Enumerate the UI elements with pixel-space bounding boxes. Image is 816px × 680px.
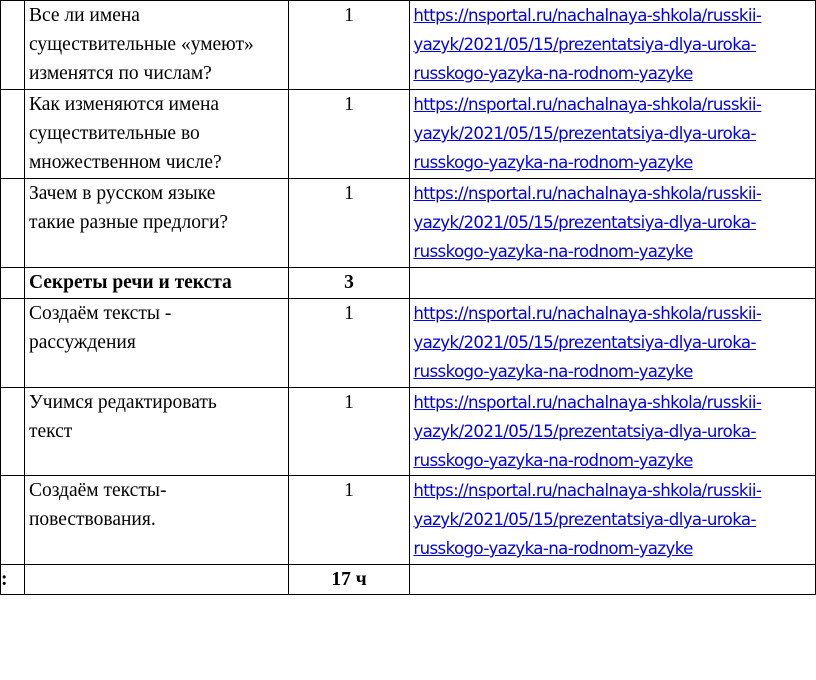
hours-cell: 1 [288, 388, 410, 476]
hours-cell: 1 [288, 90, 410, 179]
hours-cell: 1 [288, 179, 410, 268]
total-hours: 17 ч [288, 565, 410, 595]
section-title: Секреты речи и текста [24, 268, 288, 299]
number-cell [1, 388, 25, 476]
table-row [1, 299, 816, 388]
number-cell [1, 179, 25, 268]
number-cell [1, 90, 25, 179]
number-cell [1, 268, 25, 299]
resource-link[interactable]: https://nsportal.ru/nachalnaya-shkola/russkii- yazyk/2021/05/15/prezentatsiya-dlya-uroka- russkogo-yazyka-na-rodnom-yazyke [410, 179, 816, 268]
empty-cell [24, 565, 288, 595]
hours-cell: 1 [288, 299, 410, 388]
section-hours: 3 [288, 268, 410, 299]
topic-cell: Создаём тексты - рассуждения [24, 299, 288, 388]
table-row [1, 476, 816, 565]
topic-cell: Создаём тексты- повествования. [24, 476, 288, 565]
total-row [1, 565, 816, 595]
number-cell [1, 299, 25, 388]
hours-cell: 1 [288, 476, 410, 565]
resource-link[interactable]: https://nsportal.ru/nachalnaya-shkola/russkii- yazyk/2021/05/15/prezentatsiya-dlya-uroka- russkogo-yazyka-na-rodnom-yazyke [410, 90, 816, 179]
resource-link[interactable]: https://nsportal.ru/nachalnaya-shkola/russkii- yazyk/2021/05/15/prezentatsiya-dlya-uroka- russkogo-yazyka-na-rodnom-yazyke [410, 476, 816, 565]
empty-link-cell [410, 268, 816, 299]
table-row [1, 179, 816, 268]
resource-link[interactable]: https://nsportal.ru/nachalnaya-shkola/russkii- yazyk/2021/05/15/prezentatsiya-dlya-uroka- russkogo-yazyka-na-rodnom-yazyke [410, 299, 816, 388]
section-row [1, 268, 816, 299]
table-row [1, 1, 816, 90]
topic-cell: Как изменяются имена существительные во множественном числе? [24, 90, 288, 179]
resource-link[interactable]: https://nsportal.ru/nachalnaya-shkola/russkii- yazyk/2021/05/15/prezentatsiya-dlya-uroka- russkogo-yazyka-na-rodnom-yazyke [410, 1, 816, 90]
hours-cell: 1 [288, 1, 410, 90]
resource-link[interactable]: https://nsportal.ru/nachalnaya-shkola/russkii- yazyk/2021/05/15/prezentatsiya-dlya-uroka- russkogo-yazyka-na-rodnom-yazyke [410, 388, 816, 476]
topic-cell: Все ли имена существительные «умеют» изменятся по числам? [24, 1, 288, 90]
empty-link-cell [410, 565, 816, 595]
number-cell [1, 476, 25, 565]
total-label: : [1, 565, 25, 595]
topic-cell: Зачем в русском языке такие разные предлоги? [24, 179, 288, 268]
table-row [1, 388, 816, 476]
table-row [1, 90, 816, 179]
number-cell [1, 1, 25, 90]
topic-cell: Учимся редактировать текст [24, 388, 288, 476]
